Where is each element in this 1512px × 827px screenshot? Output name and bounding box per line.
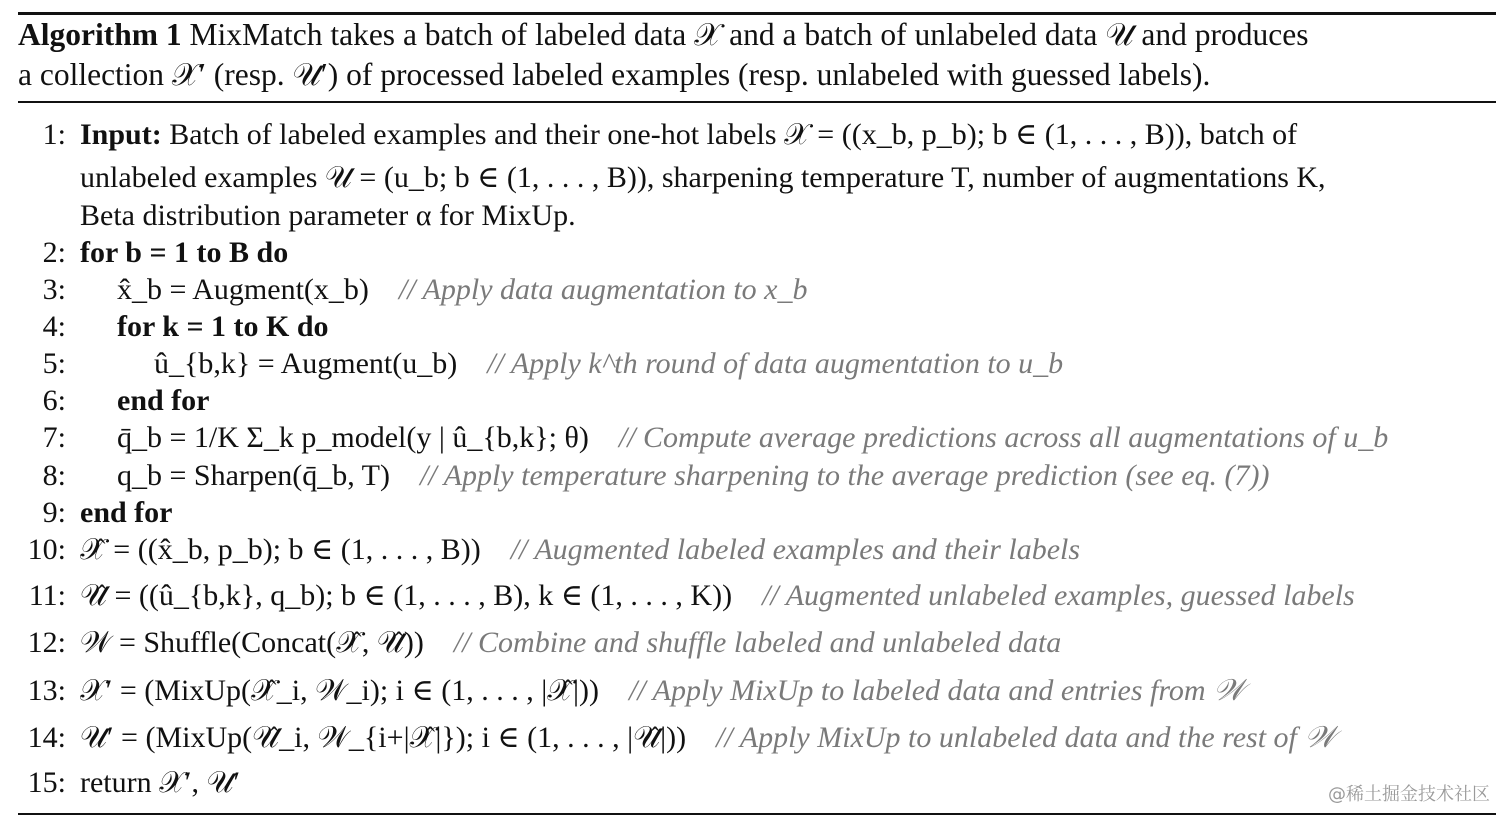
algo-line-9 [0, 493, 1512, 533]
algo-line-10 [0, 530, 1512, 570]
caption-line-2: a collection 𝒳′ (resp. 𝒰′) of processed labeled examples (resp. unlabeled with guessed labels). [18, 57, 1211, 92]
line-comment: // Compute average predictions across all augmentations of u_b [618, 421, 1389, 454]
input-keyword: Input: [80, 118, 162, 151]
algo-line-8 [0, 456, 1512, 496]
algo-line-3 [0, 270, 1512, 310]
line-number: 7: [42, 421, 66, 454]
line-comment: // Apply temperature sharpening to the average prediction (see eq. (7)) [420, 459, 1270, 492]
algo-line-11 [0, 576, 1512, 616]
line-code [80, 530, 1080, 570]
code-text: x̂_b = Augment(x_b) [117, 273, 369, 306]
line-code [80, 671, 1245, 711]
code-text: q_b = Sharpen(q̄_b, T) [117, 459, 390, 492]
algo-line-14 [0, 718, 1512, 758]
line-number: 12: [27, 626, 66, 659]
algorithm-label: Algorithm 1 [18, 17, 182, 52]
line-number: 8: [42, 459, 66, 492]
algo-line-1-cont [0, 158, 1512, 198]
line-comment: // Apply MixUp to labeled data and entries from 𝒲 [629, 674, 1245, 707]
line-code [80, 576, 1355, 616]
code-text: 𝒰̂ = ((û_{b,k}, q_b); b ∈ (1, . . . , B), k ∈ (1, . . . , K)) [80, 579, 733, 612]
code-text: û_{b,k} = Augment(u_b) [154, 347, 458, 380]
line-number: 3: [42, 273, 66, 306]
bottom-rule [18, 813, 1496, 815]
line-code: for b = 1 to B do [80, 236, 289, 269]
code-text: q̄_b = 1/K Σ_k p_model(y | û_{b,k}; θ) [117, 421, 589, 454]
line-code: for k = 1 to K do [117, 310, 329, 343]
line-comment: // Apply MixUp to unlabeled data and the rest of 𝒲 [716, 721, 1336, 754]
line-number: 1: [42, 118, 66, 151]
line-content [80, 115, 1297, 155]
line-comment: // Apply data augmentation to x_b [398, 273, 808, 306]
line-comment: // Augmented labeled examples and their labels [510, 533, 1081, 566]
line-code: return 𝒳′, 𝒰′ [80, 766, 241, 799]
watermark: @稀土掘金技术社区 [1328, 784, 1490, 805]
algo-line-12 [0, 623, 1512, 663]
algo-line-6 [0, 381, 1512, 421]
line-number: 11: [28, 579, 66, 612]
caption-line-1 [18, 15, 1496, 55]
line-number: 14: [27, 721, 66, 754]
line-code: end for [80, 496, 173, 529]
input-text-1: Batch of labeled examples and their one-hot labels 𝒳 = ((x_b, p_b); b ∈ (1, . . . , B)), batch of [161, 118, 1298, 151]
algo-line-1 [0, 115, 1512, 155]
line-number: 9: [42, 496, 66, 529]
code-text: 𝒳̂ = ((x̂_b, p_b); b ∈ (1, . . . , B)) [80, 533, 481, 566]
line-number: 5: [42, 347, 66, 380]
algo-line-15 [0, 763, 1512, 803]
line-code [80, 623, 1061, 663]
algo-line-1-cont2 [0, 196, 1512, 236]
algo-line-5 [0, 344, 1512, 384]
algo-line-4 [0, 307, 1512, 347]
code-text: 𝒳′ = (MixUp(𝒳̂_i, 𝒲_i); i ∈ (1, . . . , |𝒳̂|)) [80, 674, 599, 707]
line-comment: // Apply k^th round of data augmentation to u_b [487, 347, 1064, 380]
line-number: 15: [27, 766, 66, 799]
line-number: 6: [42, 384, 66, 417]
algo-line-7 [0, 418, 1512, 458]
line-comment: // Combine and shuffle labeled and unlabeled data [453, 626, 1062, 659]
line-code: end for [117, 384, 210, 417]
input-text-3: Beta distribution parameter α for MixUp. [80, 199, 576, 232]
code-text: 𝒰′ = (MixUp(𝒰̂_i, 𝒲_{i+|𝒳̂|}); i ∈ (1, . . . , |𝒰̂|)) [80, 721, 687, 754]
algo-line-13 [0, 671, 1512, 711]
algo-line-2 [0, 233, 1512, 273]
line-number: 2: [42, 236, 66, 269]
line-code [117, 270, 807, 310]
caption-text-1: MixMatch takes a batch of labeled data 𝒳 and a batch of unlabeled data 𝒰 and produces [181, 17, 1309, 52]
line-code [80, 718, 1336, 758]
code-text: 𝒲 = Shuffle(Concat(𝒳̂, 𝒰̂)) [80, 626, 424, 659]
input-text-2: unlabeled examples 𝒰 = (u_b; b ∈ (1, . . . , B)), sharpening temperature T, number of augmentations K, [80, 161, 1326, 194]
mid-rule [18, 101, 1496, 103]
line-number: 10: [27, 533, 66, 566]
line-number: 4: [42, 310, 66, 343]
line-code [154, 344, 1063, 384]
line-number: 13: [27, 674, 66, 707]
line-code [117, 456, 1270, 496]
line-comment: // Augmented unlabeled examples, guessed labels [762, 579, 1355, 612]
line-code [117, 418, 1388, 458]
